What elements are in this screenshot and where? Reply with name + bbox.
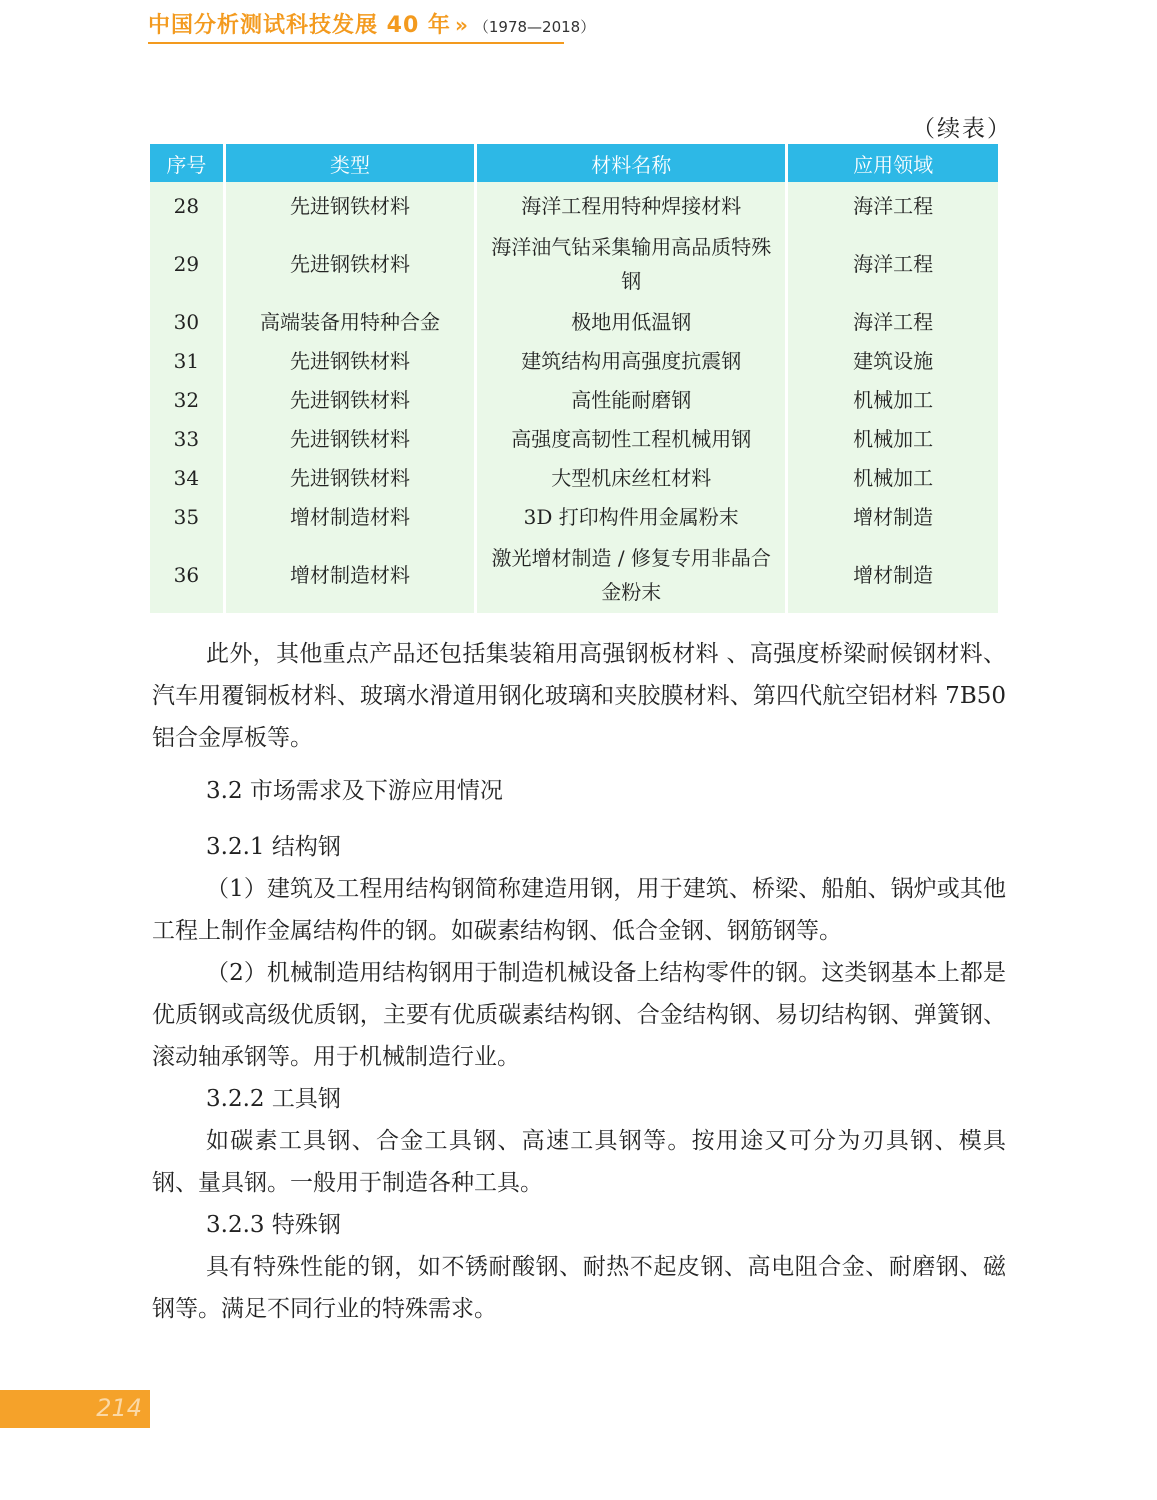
heading-special-steel: 3.2.3 特殊钢 bbox=[206, 1212, 341, 1238]
paragraph-special-steel: 具有特殊性能的钢，如不锈耐酸钢、耐热不起皮钢、高电阻合金、耐磨钢、磁钢等。满足不同行业的特殊需求。 bbox=[152, 1254, 1006, 1322]
cell-material: 大型机床丝杠材料 bbox=[477, 458, 785, 497]
cell-type: 先进钢铁材料 bbox=[226, 419, 474, 458]
table-row bbox=[150, 302, 998, 341]
cell-field: 海洋工程 bbox=[788, 302, 998, 341]
heading-tool-steel: 3.2.2 工具钢 bbox=[206, 1086, 341, 1112]
cell-type: 先进钢铁材料 bbox=[226, 225, 474, 302]
cell-field: 机械加工 bbox=[788, 458, 998, 497]
cell-no: 30 bbox=[150, 302, 223, 341]
table-row bbox=[150, 536, 998, 613]
page-number: 214 bbox=[96, 1394, 142, 1422]
cell-no: 33 bbox=[150, 419, 223, 458]
cell-material: 建筑结构用高强度抗震钢 bbox=[477, 341, 785, 380]
cell-no: 36 bbox=[150, 536, 223, 613]
materials-table bbox=[147, 144, 1001, 613]
cell-no: 29 bbox=[150, 225, 223, 302]
table-row bbox=[150, 182, 998, 225]
cell-type: 增材制造材料 bbox=[226, 497, 474, 536]
cell-material: 高强度高韧性工程机械用钢 bbox=[477, 419, 785, 458]
header-underline bbox=[148, 42, 564, 44]
table-row bbox=[150, 225, 998, 302]
cell-material: 3D 打印构件用金属粉末 bbox=[477, 497, 785, 536]
column-header-type: 类型 bbox=[226, 144, 474, 182]
section-3-2-1 bbox=[152, 826, 1006, 1330]
cell-field: 建筑设施 bbox=[788, 341, 998, 380]
table-row bbox=[150, 380, 998, 419]
cell-field: 海洋工程 bbox=[788, 225, 998, 302]
page-number-badge bbox=[0, 1390, 150, 1428]
cell-type: 先进钢铁材料 bbox=[226, 182, 474, 225]
cell-field: 增材制造 bbox=[788, 497, 998, 536]
table-row bbox=[150, 458, 998, 497]
table-header-row bbox=[150, 144, 998, 182]
cell-no: 35 bbox=[150, 497, 223, 536]
paragraph-tool-steel: 如碳素工具钢、合金工具钢、高速工具钢等。按用途又可分为刃具钢、模具钢、量具钢。一般用于制造各种工具。 bbox=[152, 1128, 1006, 1196]
table-row bbox=[150, 497, 998, 536]
table-row bbox=[150, 419, 998, 458]
cell-field: 增材制造 bbox=[788, 536, 998, 613]
cell-no: 31 bbox=[150, 341, 223, 380]
table-row bbox=[150, 341, 998, 380]
book-title: 中国分析测试科技发展 40 年 bbox=[148, 13, 451, 38]
cell-material: 海洋工程用特种焊接材料 bbox=[477, 182, 785, 225]
cell-no: 32 bbox=[150, 380, 223, 419]
body-text-block bbox=[152, 633, 1006, 759]
cell-material: 高性能耐磨钢 bbox=[477, 380, 785, 419]
cell-field: 机械加工 bbox=[788, 380, 998, 419]
paragraph-structural-2: （2）机械制造用结构钢用于制造机械设备上结构零件的钢。这类钢基本上都是优质钢或高级优质钢，主要有优质碳素结构钢、合金结构钢、易切结构钢、弹簧钢、滚动轴承钢等。用于机械制造行业。 bbox=[152, 960, 1006, 1070]
section-heading-3-2 bbox=[152, 770, 1006, 812]
cell-type: 先进钢铁材料 bbox=[226, 458, 474, 497]
cell-material: 激光增材制造 / 修复专用非晶合金粉末 bbox=[477, 536, 785, 613]
cell-type: 先进钢铁材料 bbox=[226, 341, 474, 380]
cell-no: 28 bbox=[150, 182, 223, 225]
table-continued-label: （续表） bbox=[912, 116, 1012, 142]
cell-type: 先进钢铁材料 bbox=[226, 380, 474, 419]
column-header-field: 应用领域 bbox=[788, 144, 998, 182]
running-header bbox=[148, 8, 595, 39]
cell-no: 34 bbox=[150, 458, 223, 497]
cell-material: 极地用低温钢 bbox=[477, 302, 785, 341]
cell-field: 海洋工程 bbox=[788, 182, 998, 225]
column-header-material: 材料名称 bbox=[477, 144, 785, 182]
cell-field: 机械加工 bbox=[788, 419, 998, 458]
heading-structural-steel: 3.2.1 结构钢 bbox=[206, 834, 341, 860]
cell-type: 增材制造材料 bbox=[226, 536, 474, 613]
year-range: （1978—2018） bbox=[473, 18, 596, 36]
column-header-no: 序号 bbox=[150, 144, 223, 182]
double-chevron-icon: » bbox=[454, 13, 468, 37]
heading-market-demand: 3.2 市场需求及下游应用情况 bbox=[206, 778, 503, 804]
paragraph-intro: 此外，其他重点产品还包括集装箱用高强钢板材料 、高强度桥梁耐候钢材料、汽车用覆铜板材料、玻璃水滑道用钢化玻璃和夹胶膜材料、第四代航空铝材料 7B50 铝合金厚板等。 bbox=[152, 641, 1006, 751]
cell-type: 高端装备用特种合金 bbox=[226, 302, 474, 341]
cell-material: 海洋油气钻采集输用高品质特殊钢 bbox=[477, 225, 785, 302]
paragraph-structural-1: （1）建筑及工程用结构钢简称建造用钢，用于建筑、桥梁、船舶、锅炉或其他工程上制作金属结构件的钢。如碳素结构钢、低合金钢、钢筋钢等。 bbox=[152, 876, 1006, 944]
